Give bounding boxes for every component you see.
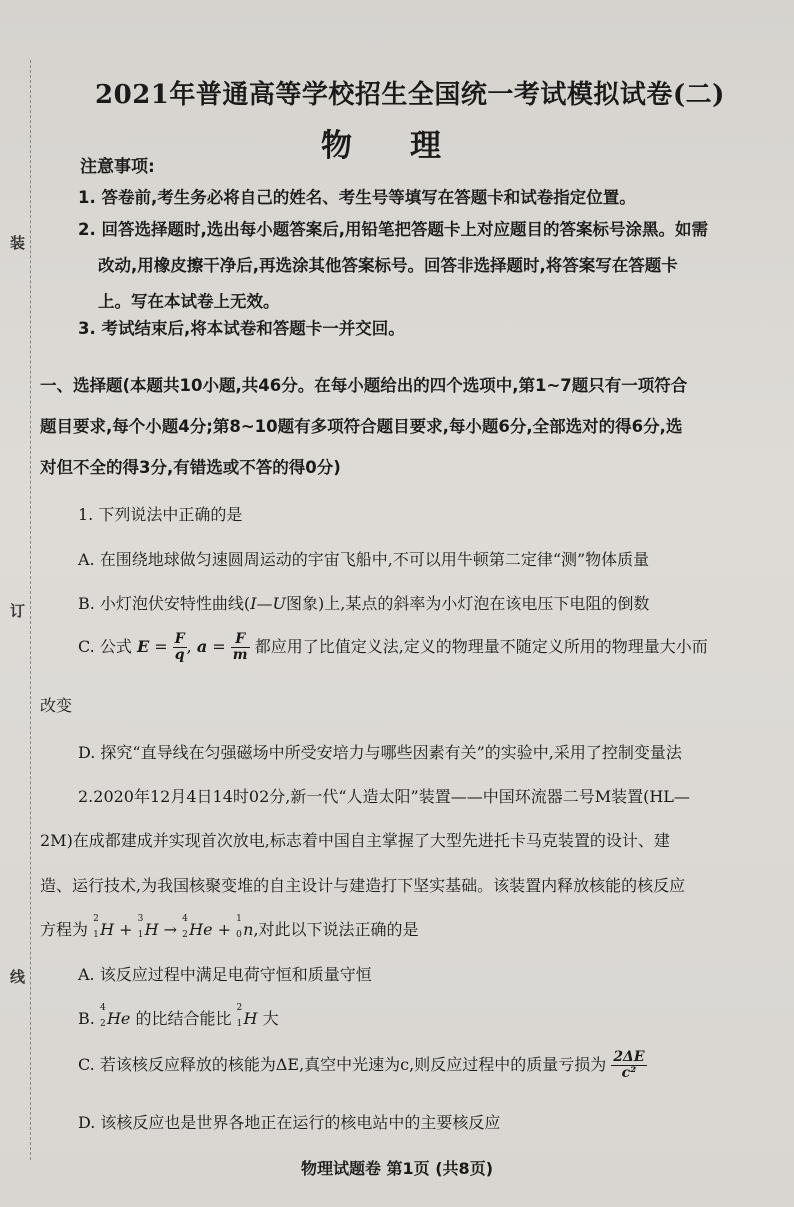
- q1-option-a: A. 在围绕地球做匀速圆周运动的宇宙飞船中,不可以用牛顿第二定律“测”物体质量: [78, 550, 650, 569]
- symbol: H: [100, 920, 115, 939]
- mass-number: 3: [137, 914, 144, 924]
- exam-title: 2021年普通高等学校招生全国统一考试模拟试卷(二): [95, 80, 725, 110]
- binding-mark-ding: 订: [10, 602, 26, 620]
- q1-c-pre: C. 公式: [78, 637, 137, 656]
- mass-number: 4: [99, 1003, 106, 1013]
- q2-option-d: D. 该核反应也是世界各地正在运行的核电站中的主要核反应: [78, 1113, 501, 1132]
- q2-c-pre: C. 若该核反应释放的核能为ΔE,真空中光速为c,则反应过程中的质量亏损为: [78, 1055, 607, 1074]
- notice-item-1: [78, 180, 768, 216]
- q2-line-3: 造、运行技术,为我国核聚变堆的自主设计与建造打下坚实基础。该装置内释放核能的核反应: [40, 876, 686, 895]
- q2-b-pre: B.: [78, 1009, 100, 1028]
- fraction-f-over-q: [173, 632, 187, 663]
- q2-option-c: [78, 1050, 647, 1081]
- mass-number: 1: [236, 914, 242, 924]
- notice-1-text: 1. 答卷前,考生务必将自己的姓名、考生号等填写在答题卡和试卷指定位置。: [78, 188, 636, 207]
- q1-option-c: C. 公式 E = $\frac{F}{q}$ , a = $\frac{F}{m}$ 都应用了比值定义法,定义的物理量不随定义所用的物理量大小而: [78, 631, 708, 663]
- atomic-number: 0: [236, 930, 242, 940]
- notice-3-text: 3. 考试结束后,将本试卷和答题卡一并交回。: [78, 319, 405, 338]
- nuclide-h2: [93, 914, 115, 940]
- frac-num: F: [231, 632, 250, 648]
- atomic-number: 2: [182, 930, 188, 940]
- fraction-mass-defect: [611, 1050, 646, 1081]
- q2-equation-line: 方程为 2 1 H + 3 1 H → 4 2 He + 1 0 n,对此以下说法正确的是: [40, 914, 419, 940]
- atomic-number: 1: [236, 1019, 243, 1029]
- frac-den: m: [232, 647, 248, 663]
- frac-num: F: [174, 631, 185, 647]
- section-line-3: 对但不全的得3分,有错选或不答的得0分): [40, 458, 341, 477]
- section-heading: [40, 365, 770, 488]
- q1-c-post: 都应用了比值定义法,定义的物理量不随定义所用的物理量大小而: [254, 637, 708, 656]
- notice-2-line2: 改动,用橡皮擦干净后,再选涂其他答案标号。回答非选择题时,将答案写在答题卡: [98, 256, 678, 275]
- atomic-number: 1: [137, 930, 144, 940]
- q1-option-d: D. 探究“直导线在匀强磁场中所受安培力与哪些因素有关”的实验中,采用了控制变量法: [78, 743, 682, 762]
- fraction-f-over-m: [231, 632, 250, 663]
- symbol: n: [243, 920, 254, 939]
- atomic-number: 1: [93, 930, 99, 940]
- notice-2-line1: 2. 回答选择题时,选出每小题答案后,用铅笔把答题卡上对应题目的答案标号涂黑。如需: [78, 220, 709, 239]
- symbol: He: [106, 1009, 131, 1028]
- symbol: He: [189, 920, 213, 939]
- q2-option-a: A. 该反应过程中满足电荷守恒和质量守恒: [78, 965, 372, 984]
- q1-c-a: a: [196, 637, 208, 656]
- q1-b-post: 图象)上,某点的斜率为小灯泡在该电压下电阻的倒数: [286, 594, 650, 613]
- page-footer: 物理试题卷 第1页 (共8页): [300, 1159, 494, 1178]
- nuclide-h2-b: [236, 1003, 258, 1029]
- symbol: H: [243, 1009, 258, 1028]
- section-line-2: 题目要求,每个小题4分;第8~10题有多项符合题目要求,每小题6分,全部选对的得6分,选: [40, 417, 683, 436]
- subject-title: 物理: [321, 128, 499, 164]
- q2-b-end: 大: [257, 1009, 279, 1028]
- q1-c-e: E: [136, 637, 150, 656]
- binding-mark-zhuang: 装: [10, 234, 26, 252]
- atomic-number: 2: [99, 1019, 106, 1029]
- q1-b-pre: B. 小灯泡伏安特性曲线(: [78, 594, 251, 613]
- q1-option-b: [78, 591, 649, 614]
- nuclide-he4: [182, 914, 213, 940]
- mass-number: 2: [93, 914, 99, 924]
- q2-b-mid: 的比结合能比: [130, 1009, 237, 1028]
- q1-stem: 1. 下列说法中正确的是: [78, 505, 243, 524]
- q1-option-c-cont: 改变: [40, 696, 73, 715]
- mass-number: 2: [236, 1003, 243, 1013]
- q2-eq-pre: 方程为: [40, 920, 94, 939]
- binding-mark-xian: 线: [10, 968, 26, 986]
- frac-den: q: [174, 647, 185, 663]
- mass-number: 4: [182, 914, 188, 924]
- nuclide-h3: [137, 914, 159, 940]
- q2-eq-post: ,对此以下说法正确的是: [253, 920, 419, 939]
- nuclide-n1: [236, 914, 254, 940]
- notice-item-2: [78, 212, 768, 320]
- notice-2-line3: 上。写在本试卷上无效。: [98, 292, 280, 311]
- notes-heading: 注意事项:: [80, 157, 155, 177]
- q1-b-var: I—U: [250, 594, 286, 613]
- notice-item-3: [78, 311, 768, 347]
- frac-den: c²: [621, 1065, 637, 1081]
- frac-num: 2ΔE: [613, 1049, 645, 1065]
- symbol: H: [144, 920, 159, 939]
- section-line-1: 一、选择题(本题共10小题,共46分。在每小题给出的四个选项中,第1~7题只有一项符合: [40, 376, 688, 395]
- nuclide-he4-b: [99, 1003, 131, 1029]
- q2-line-1: 2.2020年12月4日14时02分,新一代“人造太阳”装置——中国环流器二号M装置(HL—: [78, 787, 690, 806]
- q2-line-2: 2M)在成都建成并实现首次放电,标志着中国自主掌握了大型先进托卡马克装置的设计、建: [40, 831, 670, 850]
- q2-option-b: [78, 1003, 279, 1029]
